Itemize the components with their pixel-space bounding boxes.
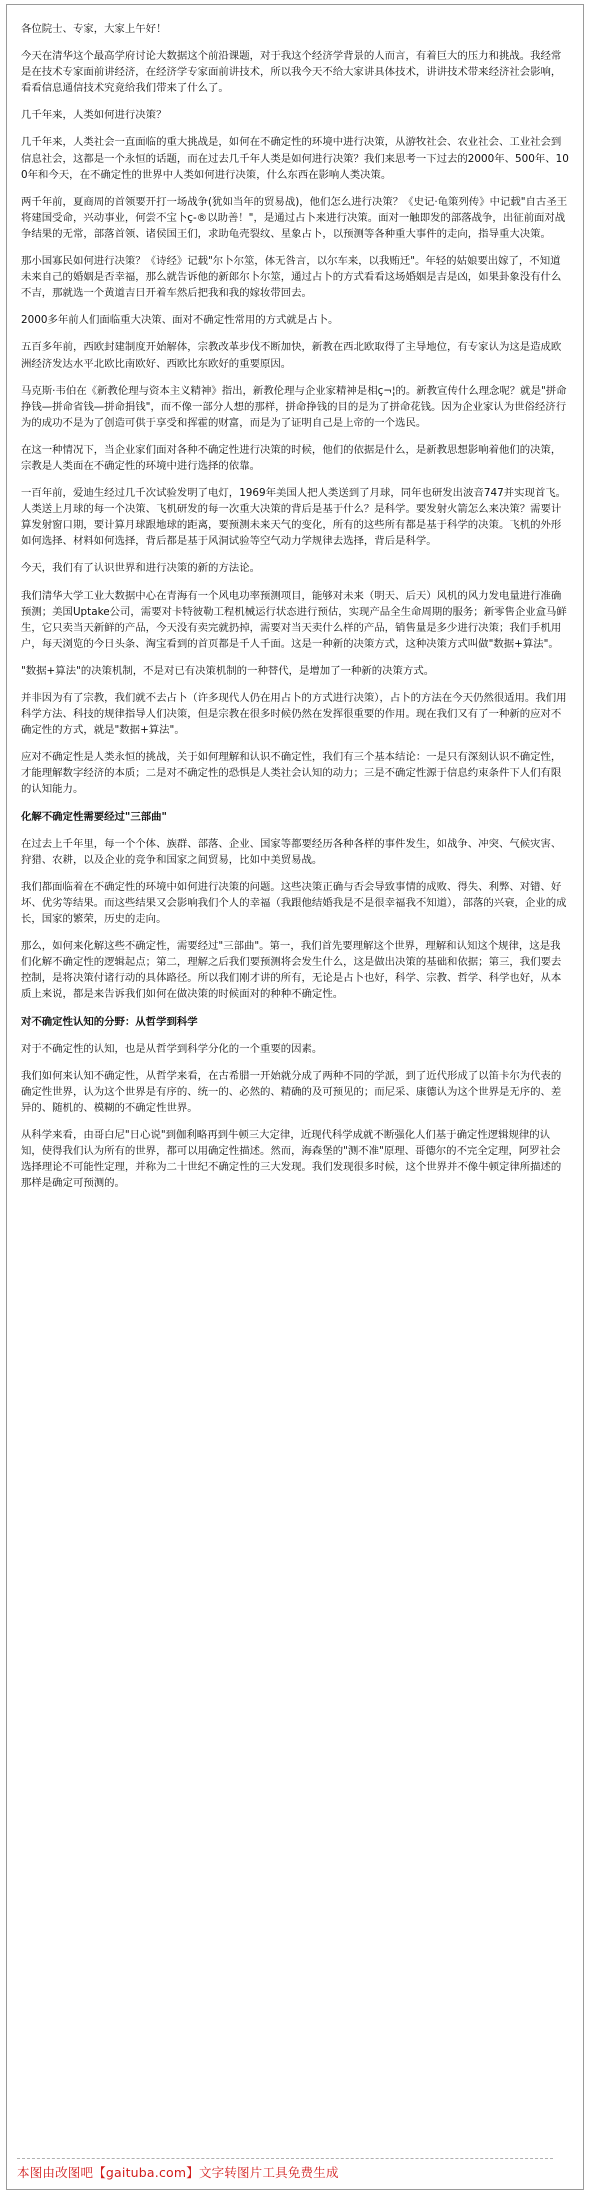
watermark-footer: 本图由改图吧【gaituba.com】文字转图片工具免费生成 — [17, 2165, 339, 2180]
section-heading: 对不确定性认知的分野：从哲学到科学 — [21, 1015, 198, 1028]
paragraph: 两千年前，夏商周的首领要开打一场战争(犹如当年的贸易战)，他们怎么进行决策？《史记·龟策列传》中记载"自古圣王将建国受命，兴动事业，何尝不宝卜ç-®以助善！"，是通过占卜来进行决策。面对一触即发的部落战争，出征前面对战争结果的无常，部落首领、诸侯国王们，求助龟壳裂纹、星象占卜，以预测等各种重大事件的走向，指导重大决策。 — [21, 195, 568, 240]
section-heading: 化解不确定性需要经过"三部曲" — [21, 810, 167, 823]
paragraph: 一百年前，爱迪生经过几千次试验发明了电灯，1969年美国人把人类送到了月球，同年也研发出波音747并实现首飞。人类送上月球的每一个决策、飞机研发的每一次重大决策的背后是基于什么？是科学。要发射火箭怎么来决策？需要计算发射窗口期，要计算月球跟地球的距离，要预测未来天气的变化，所有的这些所有都是基于科学的决策。飞机的外形如何选择、材料如何选择，背后都是基于风洞试验等空气动力学规律去选择，背后是科学。 — [21, 487, 567, 548]
paragraph: 我们清华大学工业大数据中心在青海有一个风电功率预测项目，能够对未来（明天、后天）风机的风力发电量进行准确预测；美国Uptake公司，需要对卡特彼勒工程机械运行状态进行预估，实现产品全生命周期的服务；新零售企业盒马鲜生，它只卖当天新鲜的产品，今天没有卖完就扔掉，需要对当天卖什么样的产品，销售量是多少进行决策；我们手机用户，每天浏览的今日头条、淘宝看到的首页都是千人千面。这是一种新的决策方式，这种决策方式叫做"数据+算法"。 — [21, 589, 567, 650]
section-question: 几千年来，人类如何进行决策？ — [21, 109, 167, 122]
document-body — [6, 4, 584, 2190]
paragraph: 在过去上千年里，每一个个体、族群、部落、企业、国家等都要经历各种各样的事件发生，如战争、冲突、气候灾害、狩猎、农耕，以及企业的竞争和国家之间贸易，比如中美贸易战。 — [21, 837, 562, 866]
paragraph: 在这一种情况下，当企业家们面对各种不确定性进行决策的时候，他们的依据是什么，是新教思想影响着他们的决策，宗教是人类面在不确定性的环境中进行选择的依靠。 — [21, 443, 562, 472]
paragraph: 2000多年前人们面临重大决策、面对不确定性常用的方式就是占卜。 — [21, 314, 339, 327]
paragraph: 那么，如何来化解这些不确定性，需要经过"三部曲"。第一，我们首先要理解这个世界，理解和认知这个规律，这是我们化解不确定性的逻辑起点；第二，理解之后我们要预测将会发生什么，这是做出决策的基础和依据；第三，我们要去控制，是将决策付诸行动的具体路径。所以我们刚才讲的所有，无论是占卜也好，科学、宗教、哲学、科学也好，从本质上来说，都是来告诉我们如何在做决策的时候面对的种种不确定性。 — [21, 940, 562, 1001]
paragraph: 对于不确定性的认知，也是从哲学到科学分化的一个重要的因素。 — [21, 1042, 323, 1055]
paragraph: 我们都面临着在不确定性的环境中如何进行决策的问题。这些决策正确与否会导致事情的成败、得失、利弊、对错、好坏、优劣等结果。而这些结果又会影响我们个人的幸福（我跟他结婚我是不是很幸福我不知道），部落的兴衰，企业的成长，国家的繁荣，历史的走向。 — [21, 880, 567, 926]
paragraph: 五百多年前，西欧封建制度开始解体，宗教改革步伐不断加快，新教在西北欧取得了主导地位，有专家认为这是造成欧洲经济发达水平北欧比南欧好、西欧比东欧好的重要原因。 — [21, 341, 562, 370]
paragraph: 从科学来看，由哥白尼"日心说"到伽利略再到牛顿三大定律，近现代科学成就不断强化人们基于确定性逻辑规律的认知，使得我们认为所有的世界，都可以用确定性描述。然而，海森堡的"测不准"原理、哥德尔的不完全定理，阿罗社会选择理论不可能性定理，并称为二十世纪不确定性的三大发现。我们发现很多时候，这个世界并不像牛顿定律所描述的那样是确定可预测的。 — [21, 1128, 562, 1190]
paragraph: 我们如何来认知不确定性，从哲学来看，在古希腊一开始就分成了两种不同的学派，到了近代形成了以笛卡尔为代表的确定性世界，认为这个世界是有序的、统一的、必然的、精确的及可预见的；而尼采、康德认为这个世界是无序的、差异的、随机的、模糊的不确定性世界。 — [21, 1069, 562, 1114]
footer-divider — [17, 2158, 553, 2159]
greeting: 各位院士、专家，大家上午好！ — [21, 23, 167, 35]
paragraph: 那小国寡民如何进行决策？《诗经》记载"尔卜尔筮，体无咎言，以尔车来，以我贿迁"。年轻的姑娘要出嫁了，不知道未来自己的婚姻是否幸福，那么就告诉他的新郎尔卜尔筮，通过占卜的方式看看这场婚姻是吉是凶，如果卦象没有什么不吉，那就选一个黄道吉日开着车然后把我和我的嫁妆带回去。 — [21, 255, 562, 300]
paragraph: 马克斯·韦伯在《新教伦理与资本主义精神》指出，新教伦理与企业家精神是相ç¬¦的。新教宣传什么理念呢？就是"拼命挣钱—拼命省钱—拼命捐钱"，而不像一部分人想的那样，拼命挣钱的目的是为了拼命花钱。因为企业家认为世俗经济行为的成功不是为了创造可供于享受和挥霍的财富，而是为了证明自己是上帝的一个选民。 — [21, 384, 567, 429]
paragraph: 今天，我们有了认识世界和进行决策的新的方法论。 — [21, 562, 260, 575]
paragraph: 应对不确定性是人类永恒的挑战，关于如何理解和认识不确定性，我们有三个基本结论：一是只有深刻认识不确定性，才能理解数字经济的本质；二是对不确定性的恐惧是人类社会认知的动力；三是不确定性源于信息约束条件下人们有限的认知能力。 — [21, 751, 562, 796]
paragraph: 几千年来，人类社会一直面临的重大挑战是，如何在不确定性的环境中进行决策，从游牧社会、农业社会、工业社会到信息社会，这都是一个永恒的话题，而在过去几千年人类是如何进行决策？我们来思考一下过去的2000年、500年、100年和今天，在不确定性的世界中人类如何进行决策，什么东西在影响人类决策。 — [21, 136, 569, 181]
paragraph: 并非因为有了宗教，我们就不去占卜（许多现代人仍在用占卜的方式进行决策），占卜的方法在今天仍然很适用。我们用科学方法、科技的规律指导人们决策，但是宗教在很多时候仍然在发挥很重要的作用。现在我们又有了一种新的应对不确定性的方式，就是"数据+算法"。 — [21, 692, 567, 737]
paragraph: "数据+算法"的决策机制，不是对已有决策机制的一种替代，是增加了一种新的决策方式。 — [21, 664, 435, 677]
paragraph: 今天在清华这个最高学府讨论大数据这个前沿课题，对于我这个经济学背景的人而言，有着巨大的压力和挑战。我经常是在技术专家面前讲经济，在经济学专家面前讲技术，所以我今天不给大家讲具体技术，讲讲技术带来经济社会影响，看看信息通信技术究竟给我们带来了什么了。 — [21, 50, 562, 95]
